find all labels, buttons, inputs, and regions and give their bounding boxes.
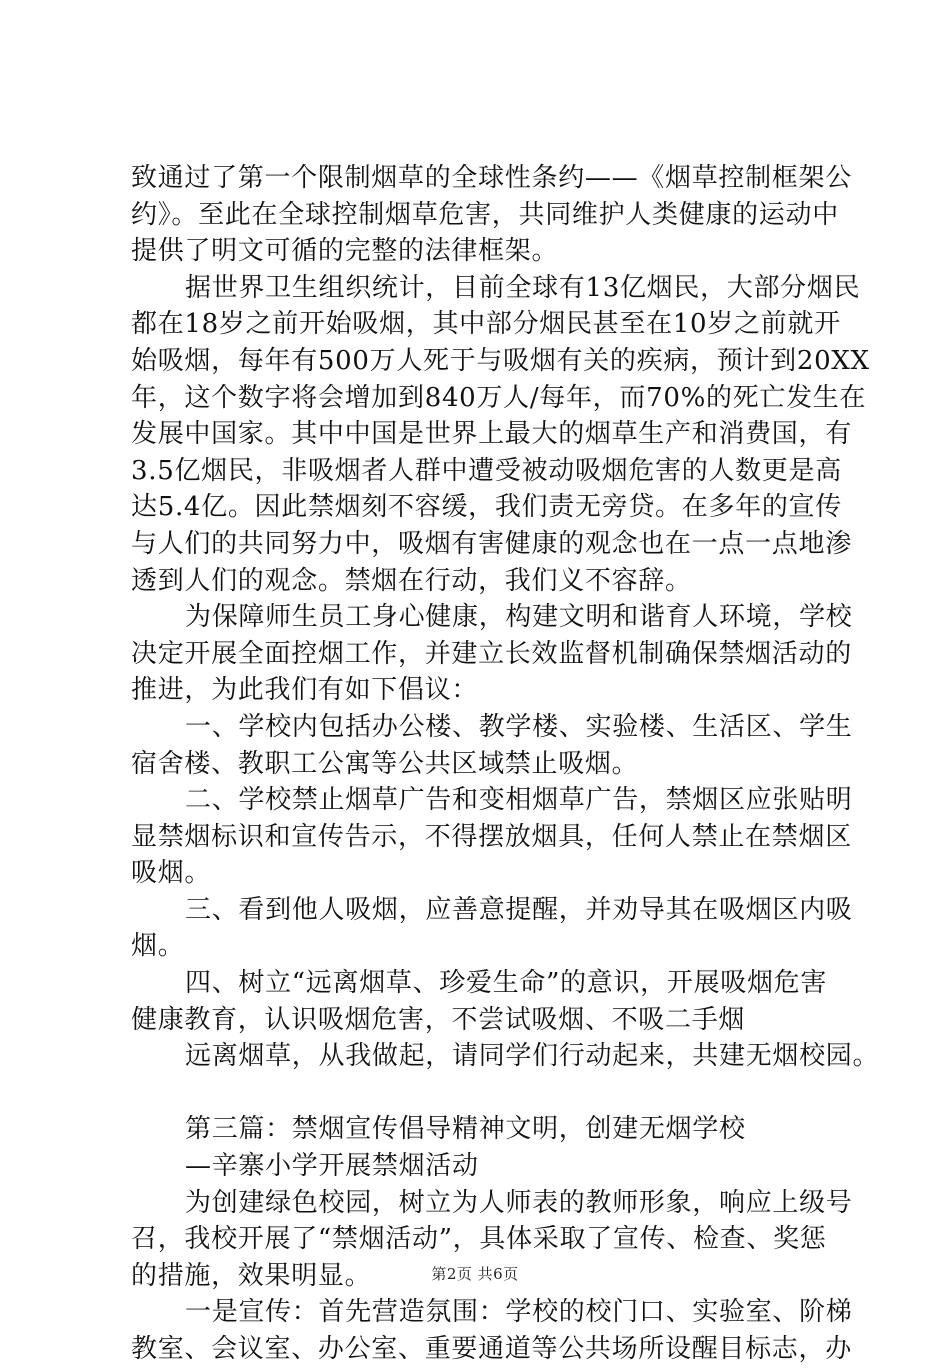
proposal-item-2: 二、学校禁止烟草广告和变相烟草广告，禁烟区应张贴明 bbox=[185, 785, 853, 816]
text-line: 显禁烟标识和宣传告示，不得摆放烟具，任何人禁止在禁烟区 bbox=[131, 821, 852, 852]
text-line: 教室、会议室、办公室、重要通道等公共场所设醒目标志，办 bbox=[131, 1334, 852, 1364]
text-line: 始吸烟，每年有500万人死于与吸烟有关的疾病，预计到20XX bbox=[131, 345, 870, 376]
text-line: 约》。至此在全球控制烟草危害，共同维护人类健康的运动中 bbox=[131, 199, 839, 230]
document-body bbox=[131, 160, 880, 1368]
section-heading: 第三篇：禁烟宣传倡导精神文明，创建无烟学校 bbox=[185, 1114, 746, 1145]
text-line: 透到人们的观念。禁烟在行动，我们义不容辞。 bbox=[131, 565, 692, 596]
text-line: 决定开展全面控烟工作，并建立长效监督机制确保禁烟活动的 bbox=[131, 638, 852, 669]
text-line: 都在18岁之前开始吸烟，其中部分烟民甚至在10岁之前就开 bbox=[131, 309, 841, 340]
paragraph-start-line: 为保障师生员工身心健康，构建文明和谐育人环境，学校 bbox=[185, 602, 853, 633]
section-subheading: —辛寨小学开展禁烟活动 bbox=[185, 1151, 479, 1182]
text-line: 吸烟。 bbox=[131, 858, 212, 889]
proposal-item-1: 一、学校内包括办公楼、教学楼、实验楼、生活区、学生 bbox=[185, 711, 853, 742]
proposal-item-4: 四、树立“远离烟草、珍爱生命”的意识，开展吸烟危害 bbox=[185, 968, 828, 999]
text-line: 宿舍楼、教职工公寓等公共区域禁止吸烟。 bbox=[131, 748, 639, 779]
proposal-item-3: 三、看到他人吸烟，应善意提醒，并劝导其在吸烟区内吸 bbox=[185, 894, 853, 925]
paragraph-start-line: 为创建绿色校园，树立为人师表的教师形象，响应上级号 bbox=[185, 1187, 853, 1218]
closing-line: 远离烟草，从我做起，请同学们行动起来，共建无烟校园。 bbox=[185, 1041, 880, 1072]
text-line: 致通过了第一个限制烟草的全球性条约——《烟草控制框架公 bbox=[131, 163, 852, 193]
text-line: 发展中国家。其中中国是世界上最大的烟草生产和消费国，有 bbox=[131, 419, 852, 450]
page-number-footer: 第2页 共6页 bbox=[431, 1265, 519, 1283]
text-line: 达5.4亿。因此禁烟刻不容缓，我们责无旁贷。在多年的宣传 bbox=[131, 492, 842, 523]
text-line: 年，这个数字将会增加到840万人/每年，而70%的死亡发生在 bbox=[131, 382, 867, 413]
text-line: 提供了明文可循的完整的法律框架。 bbox=[131, 236, 559, 267]
text-line: 召，我校开展了“禁烟活动”，具体采取了宣传、检查、奖惩 bbox=[131, 1224, 827, 1255]
paragraph-start-line: 一是宣传：首先营造氛围：学校的校门口、实验室、阶梯 bbox=[185, 1297, 853, 1328]
text-line: 的措施，效果明显。 bbox=[131, 1260, 372, 1291]
text-line: 与人们的共同努力中，吸烟有害健康的观念也在一点一点地渗 bbox=[131, 528, 852, 559]
text-line: 3.5亿烟民，非吸烟者人群中遭受被动吸烟危害的人数更是高 bbox=[131, 455, 842, 486]
blank-line bbox=[131, 1075, 851, 1112]
text-line: 烟。 bbox=[131, 931, 185, 962]
paragraph-start-line: 据世界卫生组织统计，目前全球有13亿烟民，大部分烟民 bbox=[185, 272, 861, 303]
text-line: 推进，为此我们有如下倡议： bbox=[131, 675, 479, 706]
text-line: 健康教育，认识吸烟危害，不尝试吸烟、不吸二手烟 bbox=[131, 1004, 746, 1035]
